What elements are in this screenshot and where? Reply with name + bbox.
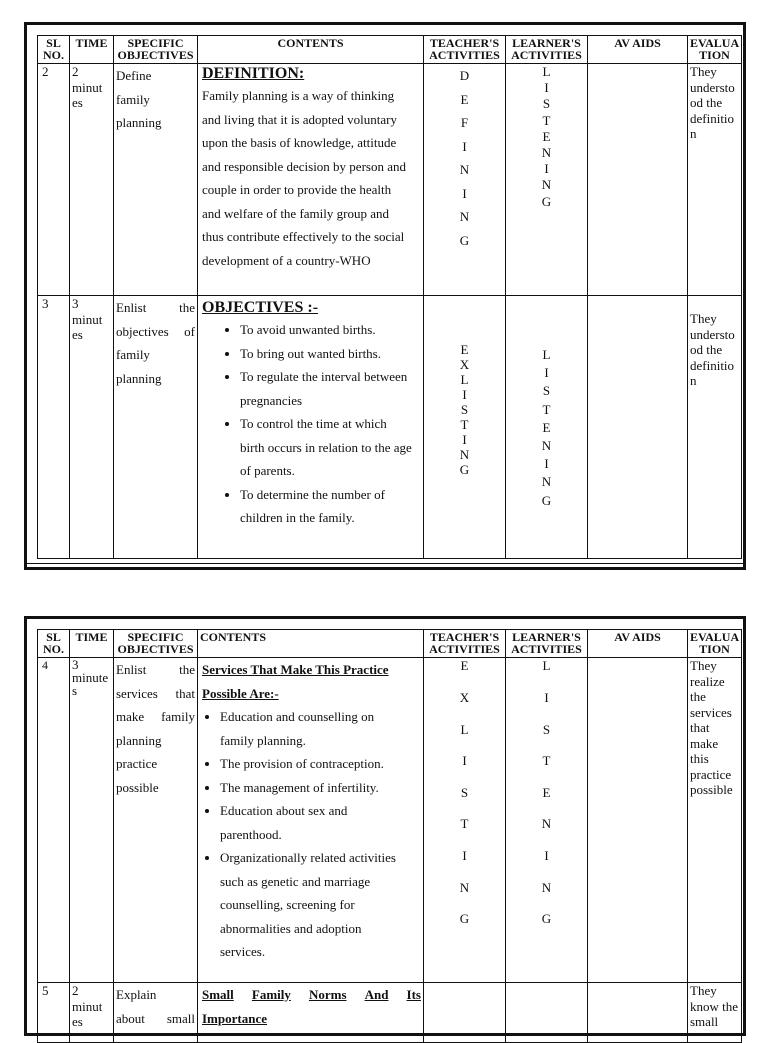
sl-no-cell: 3 [38, 296, 70, 559]
table-row [38, 983, 742, 1043]
header-av-aids: AV AIDS [588, 630, 688, 658]
list-item: • To bring out wanted births. [240, 342, 421, 366]
header-time: TIME [70, 36, 114, 64]
time-cell: 3 minute s [70, 658, 114, 983]
table-row [38, 658, 742, 983]
header-evaluation: EVALUA TION [688, 630, 742, 658]
list-item: • Organizationally related activities such as genetic and marriage counselling, screening for abnormalities and adoption services. [220, 846, 421, 964]
definition-heading: DEFINITION: [202, 65, 305, 82]
header-teachers-activities: TEACHER'S ACTIVITIES [424, 36, 506, 64]
objective-cell: Define family planning [114, 64, 198, 296]
lesson-plan-table-2 [37, 629, 742, 1043]
objective-cell: Enlist the objectives of family planning [114, 296, 198, 559]
sl-no-cell: 5 [38, 983, 70, 1043]
small-family-heading-line2: Importance [202, 1010, 267, 1026]
contents-cell [198, 983, 424, 1043]
sl-no-cell: 4 [38, 658, 70, 983]
header-av-aids: AV AIDS [588, 36, 688, 64]
table-row [38, 64, 742, 296]
services-heading: Services That Make This Practice Possible Are:- [202, 662, 389, 701]
teacher-activity-cell: D E F I N I N G [424, 64, 506, 296]
av-aids-cell [588, 983, 688, 1043]
objective-cell: Enlist the services that make family planning practice possible [114, 658, 198, 983]
sl-no-cell: 2 [38, 64, 70, 296]
objectives-heading: OBJECTIVES :- [202, 299, 319, 316]
header-learners-activities: LEARNER'S ACTIVITIES [506, 36, 588, 64]
list-item: • To control the time at which birth occurs in relation to the age of parents. [240, 412, 421, 483]
header-contents: CONTENTS [198, 630, 424, 658]
list-item: • To regulate the interval between pregnancies [240, 365, 421, 412]
header-row [38, 630, 742, 658]
lesson-plan-frame-1 [24, 22, 746, 570]
learner-activity-cell: L I S T E N I N G [506, 658, 588, 983]
header-row [38, 36, 742, 64]
list-item: • Education and counselling on family planning. [220, 705, 421, 752]
list-item: • Education about sex and parenthood. [220, 799, 421, 846]
time-cell: 2 minut es [70, 64, 114, 296]
evaluation-cell: They understo od the definitio n [688, 64, 742, 296]
header-teachers-activities: TEACHER'S ACTIVITIES [424, 630, 506, 658]
contents-cell [198, 64, 424, 296]
table-row [38, 296, 742, 559]
contents-cell [198, 296, 424, 559]
learner-activity-cell [506, 983, 588, 1043]
teacher-activity-cell: E X L I S T I N G [424, 658, 506, 983]
av-aids-cell [588, 64, 688, 296]
header-contents: CONTENTS [198, 36, 424, 64]
lesson-plan-table-1 [37, 35, 742, 559]
av-aids-cell [588, 658, 688, 983]
small-family-heading: Small Family Norms And Its [202, 987, 421, 1002]
learner-activity-cell: L I S T E N I N G [506, 64, 588, 296]
header-time: TIME [70, 630, 114, 658]
objective-cell: Explain about small [114, 983, 198, 1043]
services-list [202, 705, 421, 964]
list-item: • To determine the number of children in the family. [240, 483, 421, 530]
list-item: • The management of infertility. [220, 776, 421, 800]
header-sl-no: SL NO. [38, 630, 70, 658]
definition-text: Family planning is a way of thinking and living that it is adopted voluntary upon the basis of knowledge, attitude and responsible decision by person and couple in order to provide the health and welfare of the family group and thus contribute effectively to the social development of a country-WHO [202, 88, 406, 268]
header-evaluation: EVALUA TION [688, 36, 742, 64]
time-cell: 2 minut es [70, 983, 114, 1043]
learner-activity-cell: L I S T E N I N G [506, 296, 588, 559]
teacher-activity-cell: E X L I S T I N G [424, 296, 506, 559]
lesson-plan-frame-2 [24, 616, 746, 1036]
list-item: • The provision of contraception. [220, 752, 421, 776]
evaluation-cell: They understo od the definitio n [688, 296, 742, 559]
header-learners-activities: LEARNER'S ACTIVITIES [506, 630, 588, 658]
teacher-activity-cell [424, 983, 506, 1043]
header-specific-objectives: SPECIFIC OBJECTIVES [114, 630, 198, 658]
header-specific-objectives: SPECIFIC OBJECTIVES [114, 36, 198, 64]
av-aids-cell [588, 296, 688, 559]
time-cell: 3 minut es [70, 296, 114, 559]
list-item: • To avoid unwanted births. [240, 318, 421, 342]
evaluation-cell: They realize the services that make this practice possible [688, 658, 742, 983]
evaluation-cell: They know the small [688, 983, 742, 1043]
contents-cell [198, 658, 424, 983]
frame-double-line [27, 563, 743, 564]
objectives-list [202, 318, 421, 530]
header-sl-no: SL NO. [38, 36, 70, 64]
